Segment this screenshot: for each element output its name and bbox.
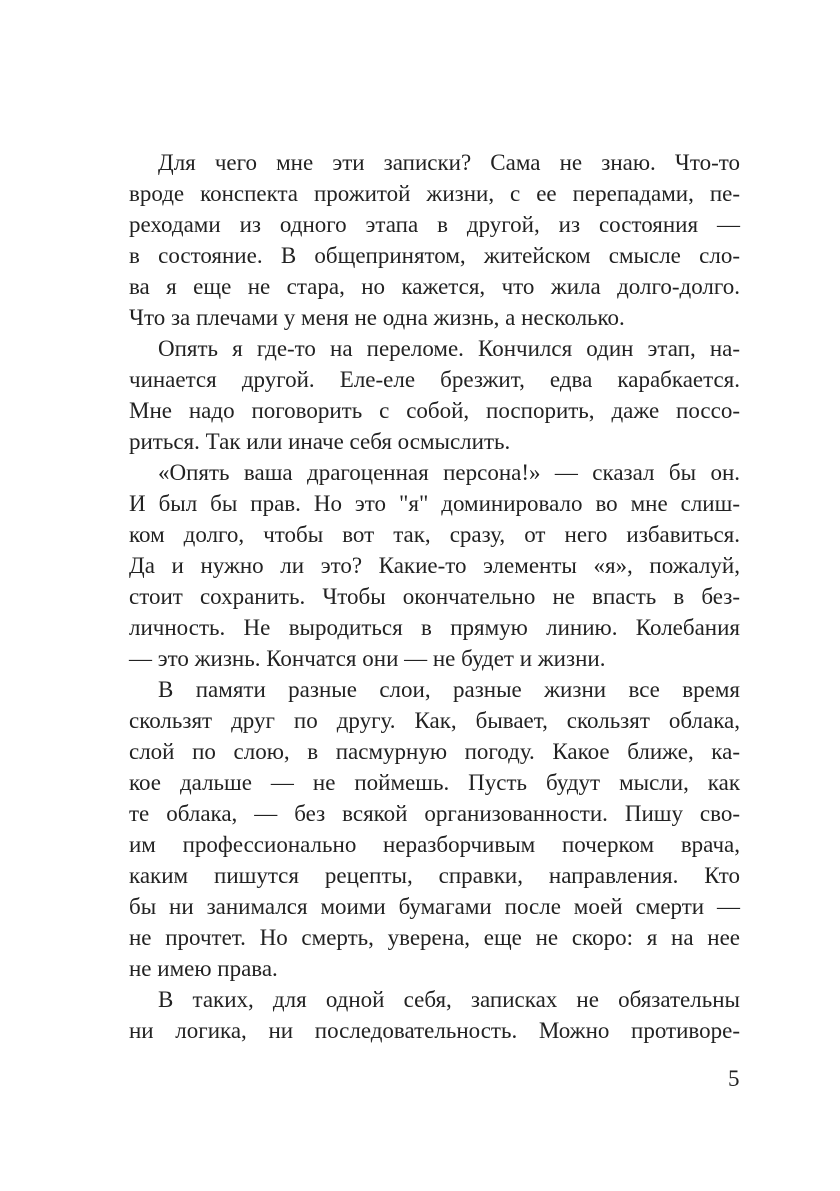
- text-line: ни логика, ни последовательность. Можно противоре-: [129, 1018, 740, 1043]
- text-line: Что за плечами у меня не одна жизнь, а несколько.: [129, 305, 625, 330]
- paragraph: [129, 333, 740, 457]
- text-line: И был бы прав. Но это "я" доминировало во мне слиш-: [129, 491, 740, 516]
- text-line: В таких, для одной себя, записках не обязательны: [158, 987, 740, 1012]
- text-line: в состояние. В общепринятом, житейском смысле сло-: [129, 243, 740, 268]
- text-line: кое дальше — не поймешь. Пусть будут мысли, как: [129, 770, 740, 795]
- text-line: Опять я где-то на переломе. Кончился один этап, на-: [158, 336, 740, 361]
- paragraph: [129, 457, 740, 674]
- paragraph: [129, 147, 740, 333]
- text-line: стоит сохранить. Чтобы окончательно не впасть в без-: [129, 584, 740, 609]
- text-line: «Опять ваша драгоценная персона!» — сказал бы он.: [158, 460, 740, 485]
- text-line: личность. Не выродиться в прямую линию. Колебания: [129, 615, 740, 640]
- text-line: те облака, — без всякой организованности. Пишу сво-: [129, 801, 740, 826]
- text-line: чинается другой. Еле-еле брезжит, едва карабкается.: [129, 367, 740, 392]
- text-line: ва я еще не стара, но кажется, что жила долго-долго.: [129, 274, 740, 299]
- page-number: 5: [728, 1066, 740, 1091]
- text-line: ком долго, чтобы вот так, сразу, от него избавиться.: [129, 522, 740, 547]
- text-line: каким пишутся рецепты, справки, направления. Кто: [129, 863, 740, 888]
- text-line: вроде конспекта прожитой жизни, с ее перепадами, пе-: [129, 181, 740, 206]
- text-line: реходами из одного этапа в другой, из состояния —: [129, 212, 740, 237]
- body-text: [129, 147, 740, 1046]
- text-line: скользят друг по другу. Как, бывает, скользят облака,: [129, 708, 740, 733]
- paragraph: [129, 674, 740, 984]
- text-line: не прочтет. Но смерть, уверена, еще не скоро: я на нее: [129, 925, 740, 950]
- text-line: слой по слою, в пасмурную погоду. Какое ближе, ка-: [129, 739, 740, 764]
- text-line: Мне надо поговорить с собой, поспорить, даже поссо-: [129, 398, 740, 423]
- text-line: Да и нужно ли это? Какие-то элементы «я», пожалуй,: [129, 553, 740, 578]
- text-line: В памяти разные слои, разные жизни все время: [158, 677, 740, 702]
- text-line: бы ни занимался моими бумагами после моей смерти —: [129, 894, 740, 919]
- text-line: им профессионально неразборчивым почерком врача,: [129, 832, 740, 857]
- text-line: не имею права.: [129, 956, 278, 981]
- paragraph: [129, 984, 740, 1046]
- text-line: Для чего мне эти записки? Сама не знаю. Что-то: [158, 150, 740, 175]
- text-line: — это жизнь. Кончатся они — не будет и жизни.: [129, 646, 606, 671]
- text-line: риться. Так или иначе себя осмыслить.: [129, 429, 511, 454]
